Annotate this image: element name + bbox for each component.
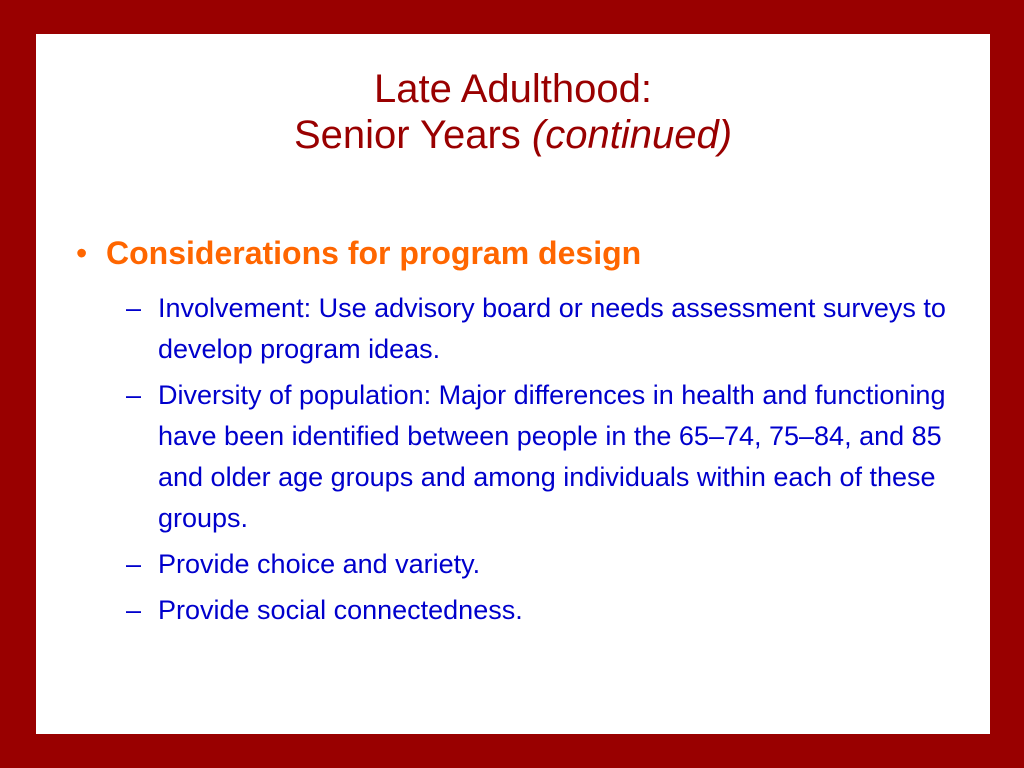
sub-bullet-text: Provide choice and variety. bbox=[158, 549, 481, 579]
title-line-2-italic: (continued) bbox=[531, 113, 733, 157]
main-bullet-text: Considerations for program design bbox=[106, 235, 642, 271]
bullet-dot-icon: • bbox=[76, 235, 88, 271]
main-bullet bbox=[76, 232, 956, 274]
dash-icon: – bbox=[126, 595, 142, 625]
title-line-1: Late Adulthood: bbox=[373, 67, 653, 111]
sub-bullet-item bbox=[126, 288, 946, 370]
slide-title bbox=[36, 66, 990, 158]
dash-icon: – bbox=[126, 293, 142, 323]
dash-icon: – bbox=[126, 380, 142, 410]
title-line-2-regular: Senior Years bbox=[293, 113, 521, 157]
dash-icon: – bbox=[126, 549, 142, 579]
sub-bullet-item bbox=[126, 544, 946, 585]
sub-bullet-text: Provide social connectedness. bbox=[158, 595, 523, 625]
sub-bullet-item bbox=[126, 590, 946, 631]
sub-bullet-item bbox=[126, 375, 946, 539]
sub-bullet-text: Involvement: Use advisory board or needs assessment surveys to develop program ideas. bbox=[158, 293, 946, 364]
sub-bullet-list bbox=[126, 288, 946, 636]
slide-canvas bbox=[36, 34, 990, 734]
title-line-2 bbox=[36, 112, 990, 158]
sub-bullet-text: Diversity of population: Major differences in health and functioning have been identified between people in the 65–74, 75–84, and 85 and older age groups and among individuals within each of these groups. bbox=[158, 380, 946, 533]
